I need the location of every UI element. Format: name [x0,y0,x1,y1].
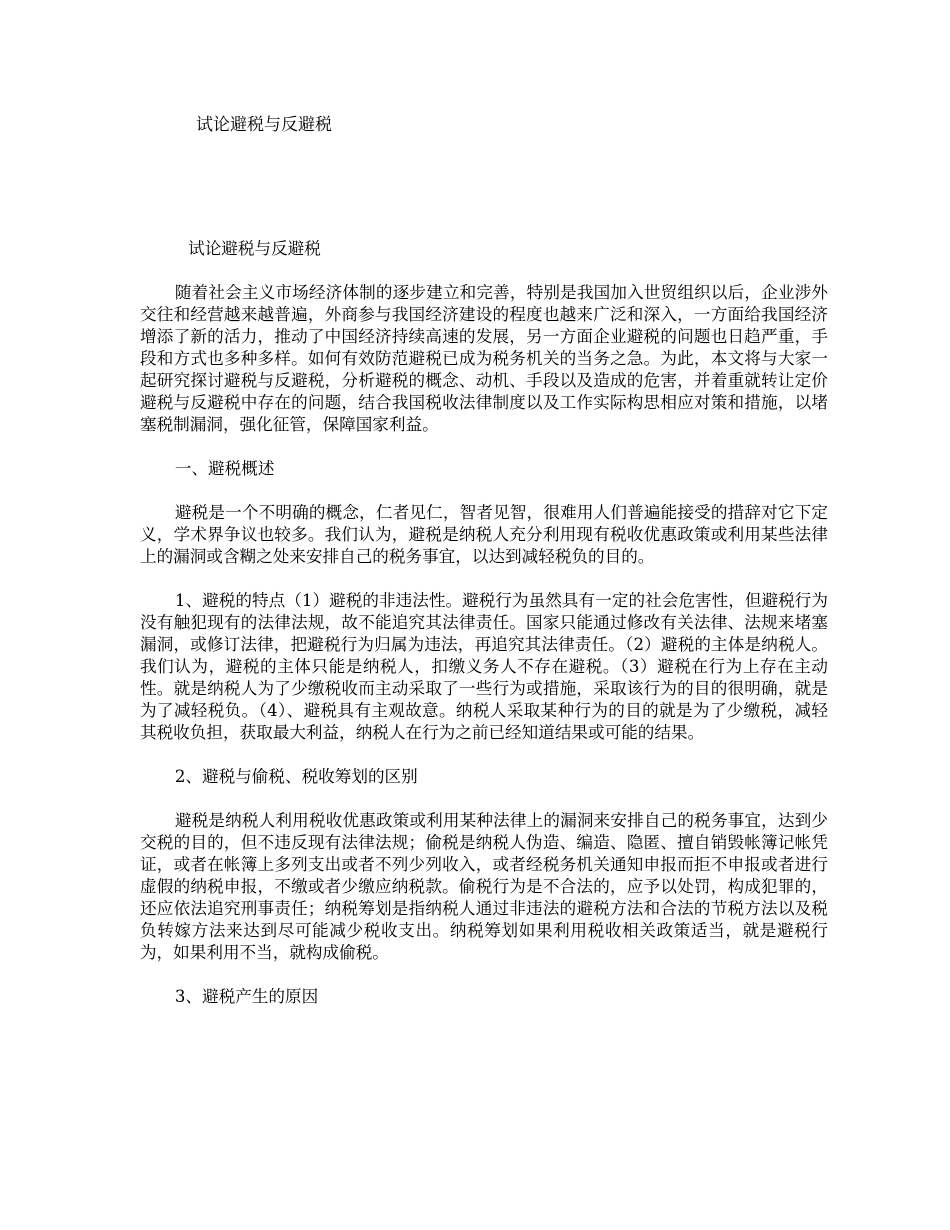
paragraph-difference: 避税是纳税人利用税收优惠政策或利用某种法律上的漏洞来安排自己的税务事宜，达到少交税的目的，但不违反现有法律法规；偷税是纳税人伪造、编造、隐匿、擅自销毁帐簿记帐凭证，或者在帐簿上多列支出或者不列少列收入，或者经税务机关通知申报而拒不申报或者进行虚假的纳税申报，不缴或者少缴应纳税款。偷税行为是不合法的，应予以处罚，构成犯罪的，还应依法追究刑事责任；纳税筹划是指纳税人通过非违法的避税方法和合法的节税方法以及税负转嫁方法来达到尽可能减少税收支出。纳税筹划如果利用税收相关政策适当，就是避税行为，如果利用不当，就构成偷税。 [140,811,828,962]
document-body [140,238,828,1030]
document-subtitle: 试论避税与反避税 [188,239,321,258]
section-heading-difference: 2、避税与偷税、税收筹划的区别 [174,767,418,786]
paragraph-definition: 避税是一个不明确的概念，仁者见仁，智者见智，很难用人们普遍能接受的措辞对它下定义，学术界争议也较多。我们认为，避税是纳税人充分利用现有税收优惠政策或利用某些法律上的漏洞或含糊之处来安排自己的税务事宜，以达到减轻税负的目的。 [140,503,828,566]
paragraph-features: 1、避税的特点（1）避税的非违法性。避税行为虽然具有一定的社会危害性，但避税行为没有触犯现有的法律法规，故不能追究其法律责任。国家只能通过修改有关法律、法规来堵塞漏洞，或修订法律，把避税行为归属为违法，再追究其法律责任。（2）避税的主体是纳税人。我们认为，避税的主体只能是纳税人，扣缴义务人不存在避税。（3）避税在行为上存在主动性。就是纳税人为了少缴税收而主动采取了一些行为或措施，采取该行为的目的很明确，就是为了减轻税负。（4）、避税具有主观故意。纳税人采取某种行为的目的就是为了少缴税，减轻其税收负担，获取最大利益，纳税人在行为之前已经知道结果或可能的结果。 [140,591,828,742]
paragraph-intro: 随着社会主义市场经济体制的逐步建立和完善，特别是我国加入世贸组织以后，企业涉外交往和经营越来越普遍，外商参与我国经济建设的程度也越来广泛和深入，一方面给我国经济增添了新的活力，推动了中国经济持续高速的发展，另一方面企业避税的问题也日趋严重，手段和方式也多种多样。如何有效防范避税已成为税务机关的当务之急。为此，本文将与大家一起研究探讨避税与反避税，分析避税的概念、动机、手段以及造成的危害，并着重就转让定价避税与反避税中存在的问题，结合我国税收法律制度以及工作实际构思相应对策和措施，以堵塞税制漏洞，强化征管，保障国家利益。 [140,283,828,434]
section-heading-overview: 一、避税概述 [174,459,275,478]
document-title: 试论避税与反避税 [196,115,332,135]
section-heading-causes: 3、避税产生的原因 [174,987,319,1006]
